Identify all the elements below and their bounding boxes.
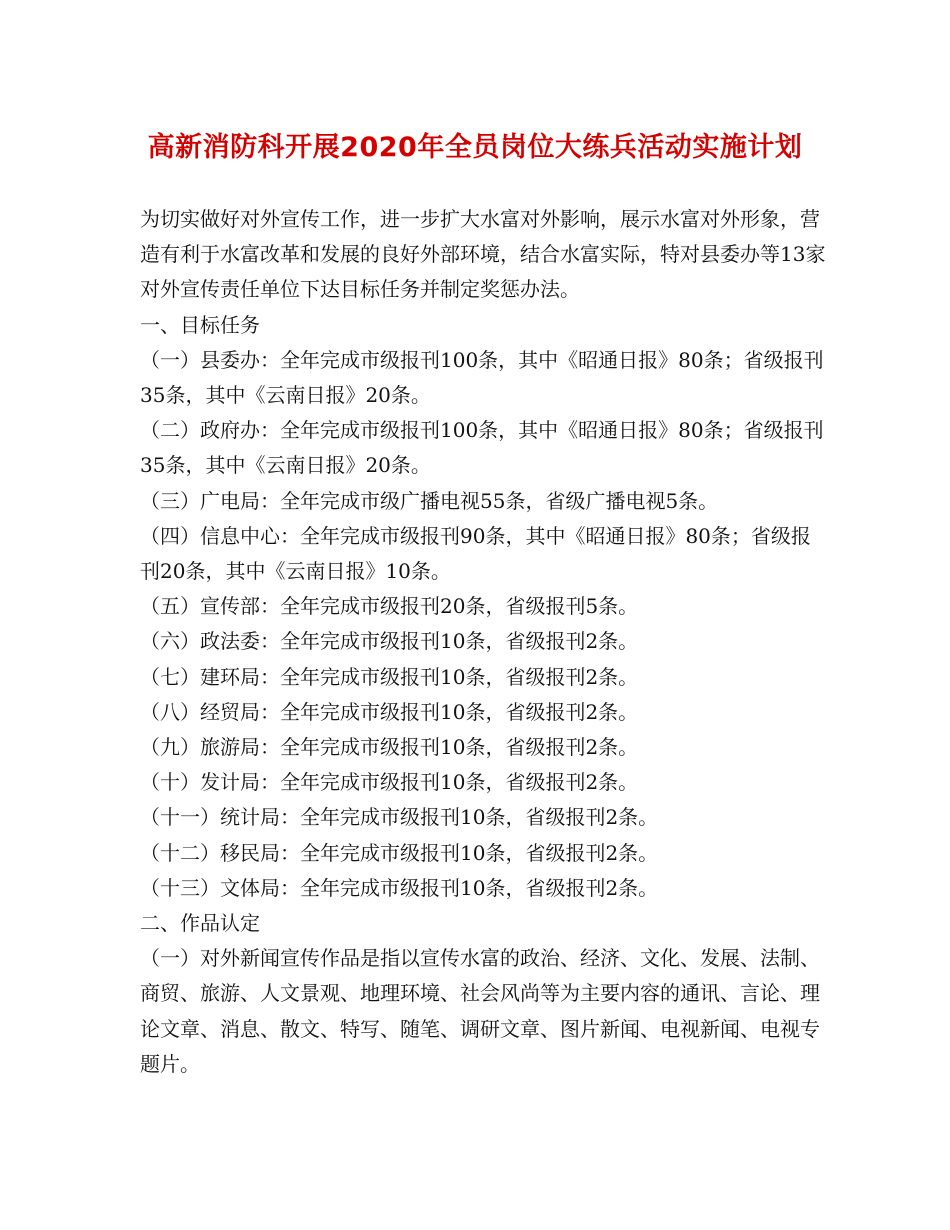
target-item: （十）发计局：全年完成市级报刊10条，省级报刊2条。: [140, 770, 639, 795]
target-item: （九）旅游局：全年完成市级报刊10条，省级报刊2条。: [140, 735, 639, 760]
target-item: （十二）移民局：全年完成市级报刊10条，省级报刊2条。: [140, 840, 659, 865]
target-item: （二）政府办：全年完成市级报刊100条，其中《昭通日报》80条；省级报刊35条，其中《云南日报》20条。: [140, 418, 824, 478]
document-title: 高新消防科开展2020年全员岗位大练兵活动实施计划: [147, 132, 803, 163]
target-item: （六）政法委：全年完成市级报刊10条，省级报刊2条。: [140, 629, 639, 654]
intro-paragraph: 为切实做好对外宣传工作，进一步扩大水富对外影响，展示水富对外形象，营造有利于水富改革和发展的良好外部环境，结合水富实际，特对县委办等13家对外宣传责任单位下达目标任务并制定奖惩办法。: [140, 207, 826, 302]
target-item: （十一）统计局：全年完成市级报刊10条，省级报刊2条。: [140, 805, 659, 830]
target-item: （四）信息中心：全年完成市级报刊90条，其中《昭通日报》80条；省级报刊20条，其中《云南日报》10条。: [140, 523, 811, 584]
target-item: （七）建环局：全年完成市级报刊10条，省级报刊2条。: [140, 664, 639, 689]
target-item: （一）县委办：全年完成市级报刊100条，其中《昭通日报》80条；省级报刊35条，其中《云南日报》20条。: [140, 347, 824, 408]
document-body: [140, 202, 830, 1082]
section-heading: 一、目标任务: [140, 312, 260, 337]
target-item: （十三）文体局：全年完成市级报刊10条，省级报刊2条。: [140, 875, 659, 900]
target-item: （八）经贸局：全年完成市级报刊10条，省级报刊2条。: [140, 699, 639, 724]
definition-paragraph: （一）对外新闻宣传作品是指以宣传水富的政治、经济、文化、发展、法制、商贸、旅游、人文景观、地理环境、社会风尚等为主要内容的通讯、言论、理论文章、消息、散文、特写、随笔、调研文章、图片新闻、电视新闻、电视专题片。: [140, 946, 820, 1076]
section-heading: 二、作品认定: [140, 911, 260, 936]
target-item: （五）宣传部：全年完成市级报刊20条，省级报刊5条。: [140, 594, 639, 619]
target-item: （三）广电局：全年完成市级广播电视55条，省级广播电视5条。: [140, 488, 719, 513]
